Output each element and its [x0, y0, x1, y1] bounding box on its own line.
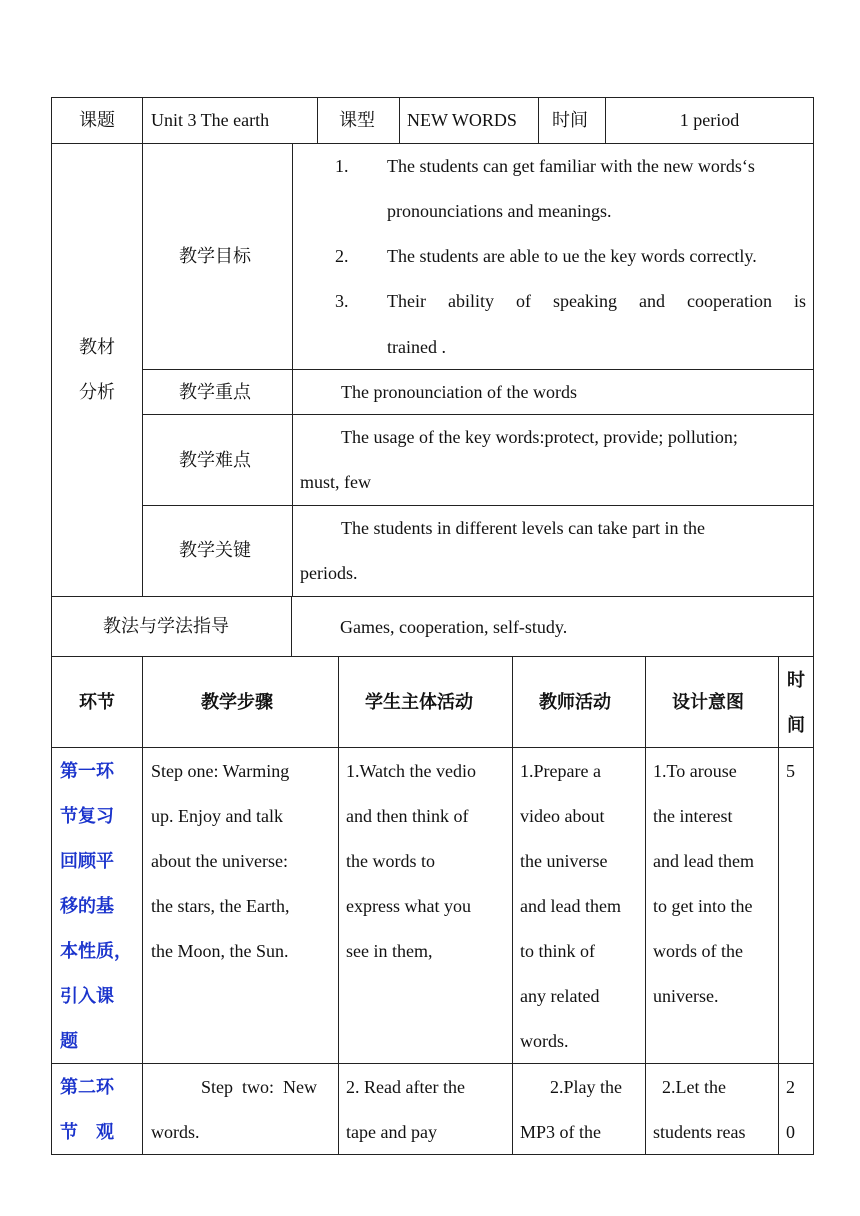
row-1-stage-line: 本性质，: [60, 941, 132, 962]
objectives-label: 教学目标: [179, 246, 251, 267]
row-1-stage-line: 题: [60, 1031, 78, 1052]
row-1-steps-line: Step one: Warming: [151, 761, 290, 781]
row-1-time: 5: [786, 761, 795, 781]
objective-3-line2: trained .: [387, 337, 446, 357]
row-2-steps-line: Step two: New: [201, 1077, 317, 1097]
row-1-teacher-line: video about: [520, 806, 605, 826]
row-2-steps-line: words.: [151, 1122, 200, 1142]
topic-value: Unit 3 The earth: [151, 110, 270, 130]
row-1-intent-line: to get into the: [653, 896, 753, 916]
type-value: NEW WORDS: [407, 110, 517, 130]
row-2-stage-line: 节 观: [60, 1122, 114, 1143]
row-1-teacher-line: any related: [520, 986, 600, 1006]
row-2-teacher-line: MP3 of the: [520, 1122, 601, 1142]
row-1-student-line: see in them,: [346, 941, 433, 961]
col-time-header-1: 时: [787, 670, 805, 691]
difficulties-label: 教学难点: [179, 450, 251, 471]
row-1-teacher-line: the universe: [520, 851, 608, 871]
objective-3-num: 3.: [335, 291, 349, 311]
row-1-stage-line: 移的基: [60, 896, 114, 917]
row-1-student-line: and then think of: [346, 806, 469, 826]
row-2-stage-line: 第二环: [60, 1077, 114, 1098]
row-1-stage-line: 回顾平: [60, 851, 114, 872]
row-2-time-line: 2: [786, 1077, 795, 1097]
row-2-student-line: 2. Read after the: [346, 1077, 465, 1097]
row-2-intent-line: 2.Let the: [662, 1077, 726, 1097]
row-2-intent-line: students reas: [653, 1122, 746, 1142]
objective-2-line1: The students are able to ue the key words correctly.: [387, 246, 757, 266]
row-1-steps-line: the Moon, the Sun.: [151, 941, 289, 961]
row-1-teacher-line: 1.Prepare a: [520, 761, 601, 781]
col-time-header-2: 间: [787, 715, 805, 736]
col-intent-header: 设计意图: [672, 692, 744, 713]
methods-label: 教法与学法指导: [103, 616, 229, 637]
methods-text: Games, cooperation, self-study.: [340, 617, 568, 637]
row-1-teacher-line: and lead them: [520, 896, 621, 916]
row-1-intent-line: 1.To arouse: [653, 761, 737, 781]
row-2-teacher-line: 2.Play the: [550, 1077, 622, 1097]
row-2-student-line: tape and pay: [346, 1122, 437, 1142]
analysis-label-line2: 分析: [79, 382, 115, 403]
col-stage-header: 环节: [79, 692, 115, 713]
objective-1-num: 1.: [335, 156, 349, 176]
row-1-stage-line: 引入课: [60, 986, 114, 1007]
row-1-teacher-line: words.: [520, 1031, 569, 1051]
row-1-intent-line: words of the: [653, 941, 743, 961]
row-1-intent-line: the interest: [653, 806, 733, 826]
col-teacher-header: 教师活动: [539, 692, 611, 713]
row-1-intent-line: universe.: [653, 986, 719, 1006]
objective-1-line2: pronounciations and meanings.: [387, 201, 612, 221]
difficulties-line1: The usage of the key words:protect, provide; pollution;: [341, 427, 738, 447]
row-1-teacher-line: to think of: [520, 941, 595, 961]
objective-2-num: 2.: [335, 246, 349, 266]
col-steps-header: 教学步骤: [201, 692, 273, 713]
row-1-stage-line: 第一环: [60, 761, 114, 782]
objective-3-line1: Their ability of speaking and cooperation is: [387, 291, 806, 311]
row-1-student-line: the words to: [346, 851, 435, 871]
type-label: 课型: [339, 110, 375, 131]
objective-1-line1: The students can get familiar with the new words‘s: [387, 156, 755, 176]
difficulties-line2: must, few: [300, 472, 371, 492]
analysis-label-line1: 教材: [79, 337, 115, 358]
key-points-text: The pronounciation of the words: [341, 382, 577, 402]
row-1-steps-line: the stars, the Earth,: [151, 896, 290, 916]
row-1-stage-line: 节复习: [60, 806, 114, 827]
row-1-student-line: express what you: [346, 896, 471, 916]
row-1-intent-line: and lead them: [653, 851, 754, 871]
time-value: 1 period: [679, 110, 740, 130]
key-label: 教学关键: [179, 540, 251, 561]
row-1-steps-line: up. Enjoy and talk: [151, 806, 283, 826]
row-2-time-line: 0: [786, 1122, 795, 1142]
col-student-header: 学生主体活动: [365, 692, 473, 713]
key-line2: periods.: [300, 563, 358, 583]
key-line1: The students in different levels can take part in the: [341, 518, 706, 538]
row-1-steps-line: about the universe:: [151, 851, 288, 871]
key-points-label: 教学重点: [179, 382, 251, 403]
time-label: 时间: [552, 110, 588, 131]
topic-label: 课题: [79, 110, 115, 131]
row-1-student-line: 1.Watch the vedio: [346, 761, 477, 781]
